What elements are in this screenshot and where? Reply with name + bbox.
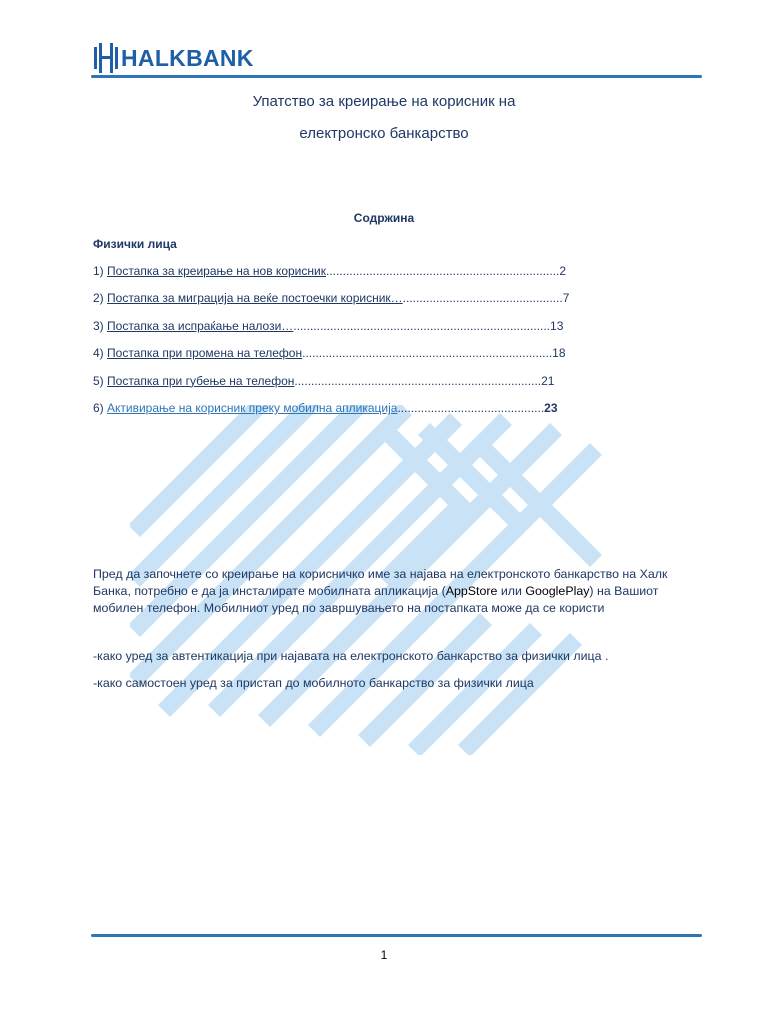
usage-item-authentication: -како уред за автентикација при најавата на електронското банкарство за физички лица . xyxy=(93,649,609,663)
toc-leader: ............................................................................. xyxy=(293,318,551,333)
logo-text: HALKBANK xyxy=(121,44,254,71)
usage-item-standalone: -како самостоен уред за пристап до мобилното банкарство за физички лица xyxy=(93,676,534,690)
toc-list xyxy=(93,264,613,428)
toc-link[interactable]: Постапка за креирање на нов корисник xyxy=(107,264,326,278)
toc-item-number: 3) xyxy=(93,318,108,333)
header-rule xyxy=(91,75,702,78)
intro-paragraph xyxy=(93,566,683,617)
toc-link[interactable]: Активирање на корисник преку мобилна апликација xyxy=(107,400,398,415)
toc-item-number: 6) xyxy=(93,400,108,415)
appstore-label: AppStore xyxy=(445,584,498,598)
toc-leader: ............................................ xyxy=(397,400,545,415)
toc-leader: .......................................................................... xyxy=(294,373,542,388)
toc-page: 18 xyxy=(552,346,566,361)
toc-page: 23 xyxy=(544,400,558,415)
toc-heading: Содржина xyxy=(353,211,415,225)
toc-item xyxy=(93,346,613,373)
toc-link[interactable]: Постапка при промена на телефон xyxy=(107,346,303,361)
toc-item-number: 5) xyxy=(93,373,108,388)
section-heading: Физички лица xyxy=(93,237,177,251)
intro-text-part2: ) на Вашиот мобилен телефон. Мобилниот уред по завршувањето на постапката може да се користи xyxy=(93,584,659,615)
toc-item xyxy=(93,319,613,346)
footer-rule xyxy=(91,934,702,937)
toc-page: 13 xyxy=(550,318,564,333)
toc-item-number: 1) xyxy=(93,264,108,278)
toc-page: 2 xyxy=(559,264,567,278)
toc-item xyxy=(93,264,613,291)
document-title-line1: Упатство за креирање на корисник на xyxy=(252,93,516,110)
toc-leader: ................................................ xyxy=(402,291,563,306)
toc-item xyxy=(93,291,613,318)
toc-page: 21 xyxy=(541,373,555,388)
toc-item-number: 2) xyxy=(93,291,108,306)
halkbank-logo-icon xyxy=(94,43,118,73)
toc-item xyxy=(93,401,613,428)
toc-page: 7 xyxy=(562,291,570,306)
intro-text-or: или xyxy=(497,584,526,598)
halkbank-logo xyxy=(94,43,254,73)
intro-text-part1: Пред да започнете со креирање на корисничко име за најава на електронското банкарство на Халк Банка, потребно е да ја инсталирате мобилната апликација ( xyxy=(93,567,668,598)
page-number: 1 xyxy=(380,948,388,962)
toc-item-number: 4) xyxy=(93,346,108,361)
toc-leader: ........................................................................... xyxy=(302,346,553,361)
document-title-line2: електронско банкарство xyxy=(299,125,469,142)
googleplay-label: GooglePlay xyxy=(525,584,590,598)
toc-item xyxy=(93,374,613,401)
toc-leader: ...................................................................... xyxy=(325,264,560,278)
toc-link[interactable]: Постапка за испраќање налози… xyxy=(107,318,294,333)
toc-link[interactable]: Постапка при губење на телефон xyxy=(107,373,295,388)
toc-link[interactable]: Постапка за миграција на веќе постоечки корисник… xyxy=(107,291,403,306)
